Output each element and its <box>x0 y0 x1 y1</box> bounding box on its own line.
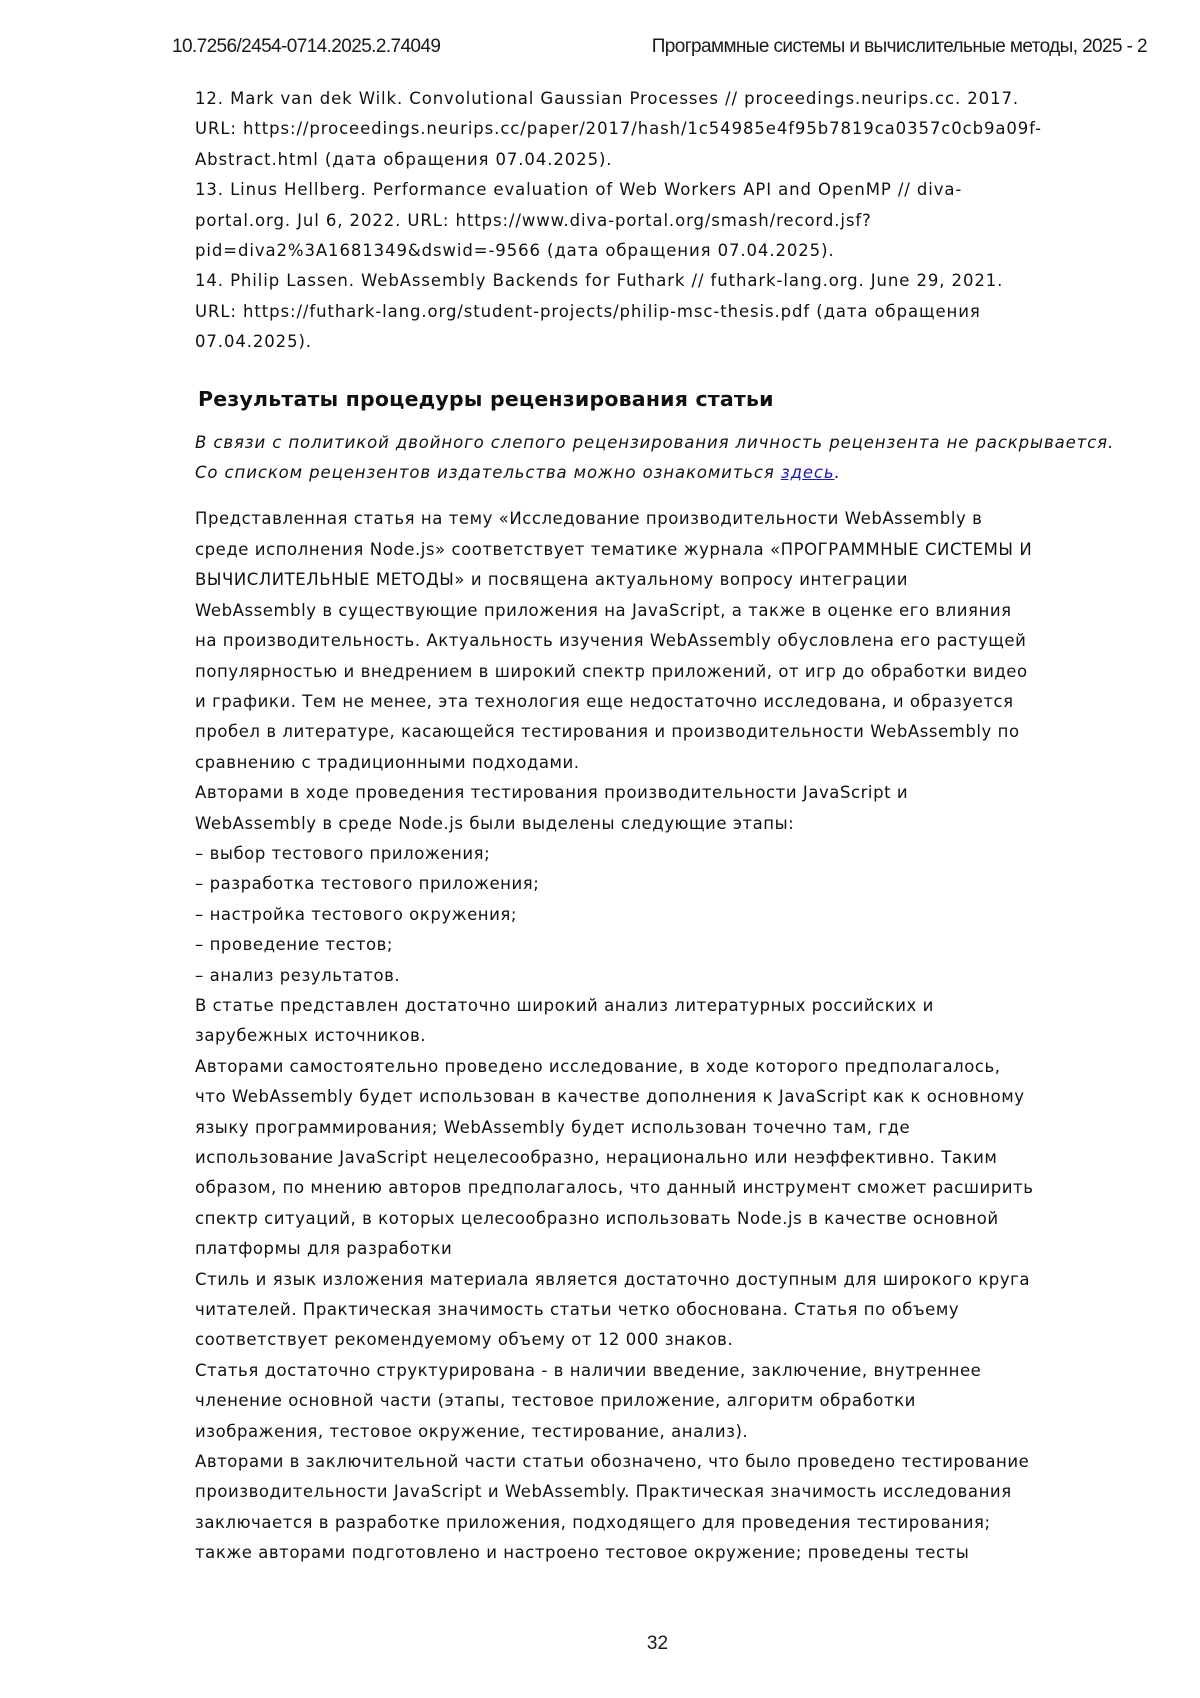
review-body-line: WebAssembly в существующие приложения на JavaScript, а также в оценке его влияния <box>195 600 1012 620</box>
review-body-line: – выбор тестового приложения; <box>195 843 491 863</box>
reviewers-list-link[interactable]: здесь <box>780 463 835 483</box>
review-body-line: Статья достаточно структурирована - в наличии введение, заключение, внутреннее <box>195 1360 982 1380</box>
review-body-line: – проведение тестов; <box>195 935 394 955</box>
reference-line: 13. Linus Hellberg. Performance evaluation of Web Workers API and OpenMP // diva- <box>195 180 963 200</box>
review-body-line: Представленная статья на тему «Исследование производительности WebAssembly в <box>195 509 983 529</box>
review-body-line: использование JavaScript нецелесообразно, нерационально или неэффективно. Таким <box>195 1148 998 1167</box>
review-body-line: спектр ситуаций, в которых целесообразно использовать Node.js в качестве основной <box>195 1208 999 1228</box>
review-body-line: ВЫЧИСЛИТЕЛЬНЫЕ МЕТОДЫ» и посвящена актуальному вопросу интеграции <box>195 570 908 590</box>
reference-url[interactable]: URL: https://proceedings.neurips.cc/paper/2017/hash/1c54985e4f95b7819ca0357c0cb9a09f- <box>195 119 1042 139</box>
review-body-line: Стиль и язык изложения материала является достаточно доступным для широкого круга <box>195 1269 1031 1289</box>
review-body-line: платформы для разработки <box>195 1239 453 1259</box>
reference-line: 12. Mark van dek Wilk. Convolutional Gaussian Processes // proceedings.neurips.cc. 2017. <box>195 89 1020 108</box>
running-header <box>172 36 1147 62</box>
page-content <box>195 84 1127 1569</box>
review-body-line: среде исполнения Node.js» соответствует тематике журнала «ПРОГРАММНЫЕ СИСТЕМЫ И <box>195 539 1033 559</box>
review-body-line: что WebAssembly будет использован в качестве дополнения к JavaScript как к основному <box>195 1087 1025 1107</box>
reviewers-list-suffix: . <box>834 463 841 483</box>
page-number: 32 <box>646 1633 669 1654</box>
review-anonymity-note <box>195 428 1127 489</box>
reference-list <box>195 84 1127 358</box>
review-body-line: изображения, тестовое окружение, тестирование, анализ). <box>195 1421 749 1441</box>
review-body-line: также авторами подготовлено и настроено тестовое окружение; проведены тесты <box>195 1543 970 1563</box>
review-body-line: Авторами в заключительной части статьи обозначено, что было проведено тестирование <box>195 1452 1030 1472</box>
review-body-line: сравнению с традиционными подходами. <box>195 752 580 772</box>
review-body-text <box>195 504 1127 1568</box>
review-body-line: производительности JavaScript и WebAssembly. Практическая значимость исследования <box>195 1482 1012 1502</box>
review-body-line: на производительность. Актуальность изучения WebAssembly обусловлена его растущей <box>195 631 1027 651</box>
review-body-line: соответствует рекомендуемому объему от 12 000 знаков. <box>195 1330 734 1350</box>
reference-item-12 <box>195 84 1127 175</box>
reference-line: 14. Philip Lassen. WebAssembly Backends for Futhark // futhark-lang.org. June 29, 2021. <box>195 271 1004 291</box>
review-body-line: образом, по мнению авторов предполагалось, что данный инструмент сможет расширить <box>195 1178 1034 1198</box>
review-body-line: – разработка тестового приложения; <box>195 874 540 894</box>
reference-url[interactable]: portal.org. Jul 6, 2022. URL: https://www.diva-portal.org/smash/record.jsf? <box>195 210 872 230</box>
reviewers-list-line <box>195 458 1127 488</box>
anonymity-statement: В связи с политикой двойного слепого рецензирования личность рецензента не раскрывается. <box>195 432 1115 452</box>
review-body-line: Авторами в ходе проведения тестирования производительности JavaScript и <box>195 783 909 803</box>
reference-url[interactable]: pid=diva2%3A1681349&dswid=-9566 (дата обращения 07.04.2025). <box>195 241 835 261</box>
review-body-line: зарубежных источников. <box>195 1026 427 1046</box>
review-body-line: членение основной части (этапы, тестовое приложение, алгоритм обработки <box>195 1391 916 1411</box>
reference-line: 07.04.2025). <box>195 332 312 352</box>
reference-line: Abstract.html (дата обращения 07.04.2025). <box>195 149 613 169</box>
reference-item-14 <box>195 266 1127 357</box>
review-body-line: языку программирования; WebAssembly будет использован точечно там, где <box>195 1117 911 1137</box>
review-body-line: пробел в литературе, касающейся тестирования и производительности WebAssembly по <box>195 722 1020 742</box>
reviewers-list-text: Со списком рецензентов издательства можно ознакомиться <box>195 463 781 483</box>
review-body-line: заключается в разработке приложения, подходящего для проведения тестирования; <box>195 1512 991 1532</box>
review-section-title: Результаты процедуры рецензирования статьи <box>198 386 774 411</box>
review-body-line: WebAssembly в среде Node.js были выделены следующие этапы: <box>195 813 795 833</box>
review-body-line: читателей. Практическая значимость статьи четко обоснована. Статья по объему <box>195 1300 960 1320</box>
review-body-line: и графики. Тем не менее, эта технология еще недостаточно исследована, и образуется <box>195 691 1014 711</box>
reference-url[interactable]: URL: https://futhark-lang.org/student-projects/philip-msc-thesis.pdf (дата обращения <box>195 301 981 321</box>
journal-title: Программные системы и вычислительные методы, 2025 - 2 <box>651 36 1147 57</box>
reference-item-13 <box>195 175 1127 266</box>
article-doi: 10.7256/2454-0714.2025.2.74049 <box>172 36 441 57</box>
review-body-line: В статье представлен достаточно широкий анализ литературных российских и <box>195 995 934 1015</box>
review-body-line: – анализ результатов. <box>195 965 401 985</box>
review-body-line: популярностью и внедрением в широкий спектр приложений, от игр до обработки видео <box>195 661 1028 681</box>
review-body-line: – настройка тестового окружения; <box>195 904 517 924</box>
review-body-line: Авторами самостоятельно проведено исследование, в ходе которого предполагалось, <box>195 1056 1001 1076</box>
